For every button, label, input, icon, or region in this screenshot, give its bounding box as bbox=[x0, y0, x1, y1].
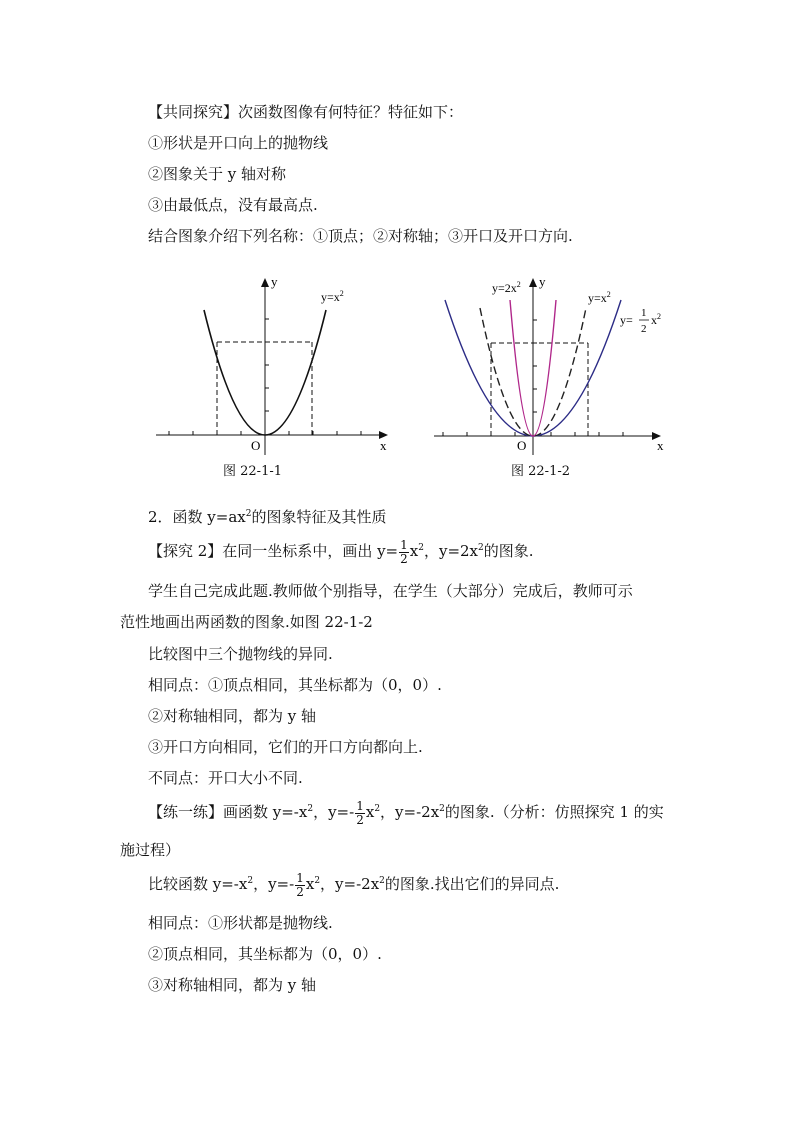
feature-item-1: ①形状是开口向上的抛物线 bbox=[148, 134, 329, 152]
axis-label-x: x bbox=[380, 438, 387, 453]
heading-common-explore: 【共同探究】 bbox=[148, 103, 239, 121]
svg-text:y=: y= bbox=[620, 313, 633, 327]
same-b-point-2: ②顶点相同，其坐标都为（0，0）. bbox=[148, 945, 382, 963]
axis-label-y: y bbox=[271, 274, 278, 289]
figure-22-1-1 bbox=[150, 270, 410, 460]
figure-22-1-2 bbox=[428, 270, 688, 460]
text-common-explore: 次函数图像有何特征？特征如下： bbox=[238, 103, 464, 121]
same-point-3: ③开口方向相同，它们的开口方向都向上. bbox=[148, 738, 423, 756]
same-b-point-3: ③对称轴相同，都为 y 轴 bbox=[148, 976, 317, 994]
same-point-2: ②对称轴相同，都为 y 轴 bbox=[148, 707, 317, 725]
different-point: 不同点：开口大小不同. bbox=[148, 769, 303, 787]
compare-functions: 比较函数 $y=-x^2$，y=- $\frac{1}{2}$ $x^2$，$y=-2x^2$的图象.找出它们的异同点. bbox=[148, 870, 560, 899]
curve-label-y-half-x2 bbox=[620, 307, 661, 335]
fraction-one-half: $\frac{1}{2}$ bbox=[356, 798, 364, 827]
practice-line-2: 施过程） bbox=[120, 841, 181, 859]
paragraph-common-explore bbox=[148, 102, 463, 122]
origin-label: O bbox=[251, 438, 261, 453]
curve-label-y-x2: $y=x^2$ bbox=[321, 289, 344, 304]
same-point-1: 相同点：①顶点相同，其坐标都为（0，0）. bbox=[148, 676, 442, 694]
explore-2: 【探究 2】在同一坐标系中，画出 y= $\frac{1}{2}$ $x^2$，$y=2x^2$的图象. bbox=[148, 537, 534, 566]
svg-text:x2: $x^2$ bbox=[651, 312, 661, 327]
section-2-title: 2．函数 $y=ax^2$的图象特征及其性质 bbox=[148, 508, 387, 526]
axis-label-x: x bbox=[657, 438, 664, 453]
curve-label-y-x2: $y=x^2$ bbox=[588, 290, 611, 305]
paragraph-teacher-line-1: 学生自己完成此题.教师做个别指导，在学生（大部分）完成后，教师可示 bbox=[148, 582, 633, 600]
caption-figure-22-1-2: 图 22-1-2 bbox=[511, 464, 571, 479]
feature-item-2: ②图象关于 y 轴对称 bbox=[148, 165, 287, 183]
compare-text: 比较图中三个抛物线的异同. bbox=[148, 645, 333, 663]
intro-names: 结合图象介绍下列名称：①顶点；②对称轴；③开口及开口方向. bbox=[148, 227, 573, 245]
paragraph-teacher-line-2: 范性地画出两函数的图象.如图 22-1-2 bbox=[120, 613, 373, 631]
practice-line-1: 【练一练】画函数 $y=-x^2$，y=- $\frac{1}{2}$ $x^2$，$y=-2x^2$的图象.（分析：仿照探究 1 的实 bbox=[148, 798, 664, 827]
feature-item-3: ③由最低点，没有最高点. bbox=[148, 196, 318, 214]
svg-text:1: 1 bbox=[641, 307, 647, 319]
svg-text:2: 2 bbox=[641, 323, 647, 335]
origin-label: O bbox=[517, 438, 527, 453]
fraction-one-half: $\frac{1}{2}$ bbox=[296, 870, 304, 899]
axis-label-y: y bbox=[539, 274, 546, 289]
caption-figure-22-1-1: 图 22-1-1 bbox=[223, 464, 283, 479]
same-b-point-1: 相同点：①形状都是抛物线. bbox=[148, 914, 333, 932]
curve-label-y-2x2: $y=2x^2$ bbox=[492, 280, 521, 295]
fraction-one-half: $\frac{1}{2}$ bbox=[400, 537, 408, 566]
